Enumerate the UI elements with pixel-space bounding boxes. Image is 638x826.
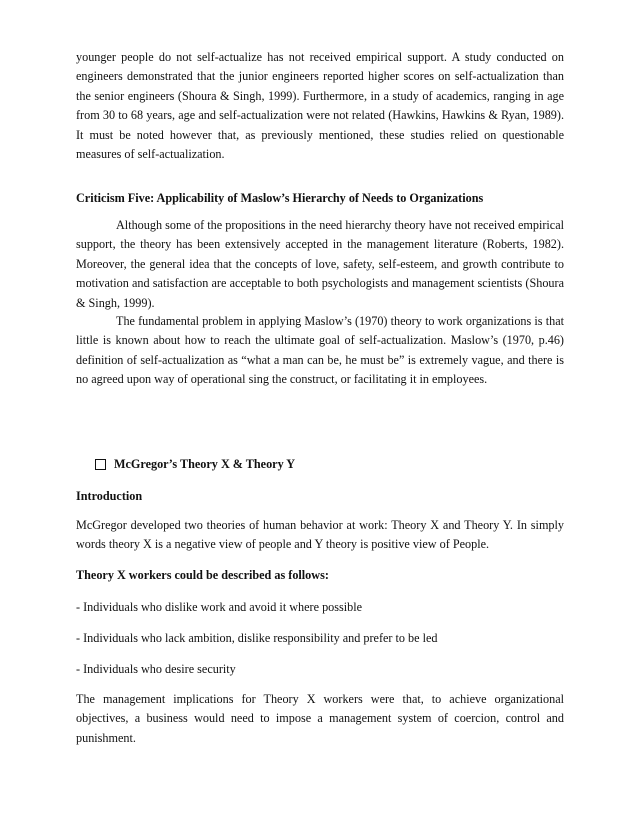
- checkbox-bullet-icon: [95, 459, 106, 470]
- criticism-five-heading: Criticism Five: Applicability of Maslow’s Hierarchy of Needs to Organizations: [76, 191, 484, 205]
- introduction-heading: Introduction: [76, 489, 143, 503]
- theory-x-item-1: - Individuals who dislike work and avoid it where possible: [76, 600, 363, 614]
- mcgregor-heading: McGregor’s Theory X & Theory Y: [114, 457, 296, 471]
- mcgregor-heading-row: [95, 455, 295, 473]
- intro-continuation-paragraph: younger people do not self-actualize has not received empirical support. A study conducted on engineers demonstrated that the junior engineers reported higher scores on self-actualization than the senior engineers (Shoura & Singh, 1999). Furthermore, in a study of academics, ranging in age from 30 to 68 years, age and self-actualization were not related (Hawkins, Hawkins & Ryan, 1989). It must be noted however that, as previously mentioned, these studies relied on questionable measures of self-actualization.: [76, 50, 564, 162]
- criticism-paragraph-1: Although some of the propositions in the need hierarchy theory have not received empirical support, the theory has been extensively accepted in the management literature (Roberts, 1982). Moreover, the general idea that the concepts of love, safety, self-esteem, and growth contribute to motivation and satisfaction are acceptable to both psychologists and management scientists (Shoura & Singh, 1999).: [76, 218, 564, 310]
- management-implications-paragraph: The management implications for Theory X workers were that, to achieve organizational objectives, a business would need to impose a management system of coercion, control and punishment.: [76, 692, 564, 745]
- theory-x-item-3: - Individuals who desire security: [76, 662, 236, 676]
- introduction-paragraph: McGregor developed two theories of human behavior at work: Theory X and Theory Y. In simply words theory X is a negative view of people and Y theory is positive view of People.: [76, 518, 564, 552]
- criticism-paragraph-2: The fundamental problem in applying Maslow’s (1970) theory to work organizations is that little is known about how to reach the ultimate goal of self-actualization. Maslow’s (1970, p.46) definition of self-actualization as “what a man can be, he must be” is extremely vague, and there is no agreed upon way of operational sing the construct, or facilitating it in employees.: [76, 314, 564, 387]
- theory-x-heading: Theory X workers could be described as follows:: [76, 568, 329, 582]
- theory-x-item-2: - Individuals who lack ambition, dislike responsibility and prefer to be led: [76, 631, 438, 645]
